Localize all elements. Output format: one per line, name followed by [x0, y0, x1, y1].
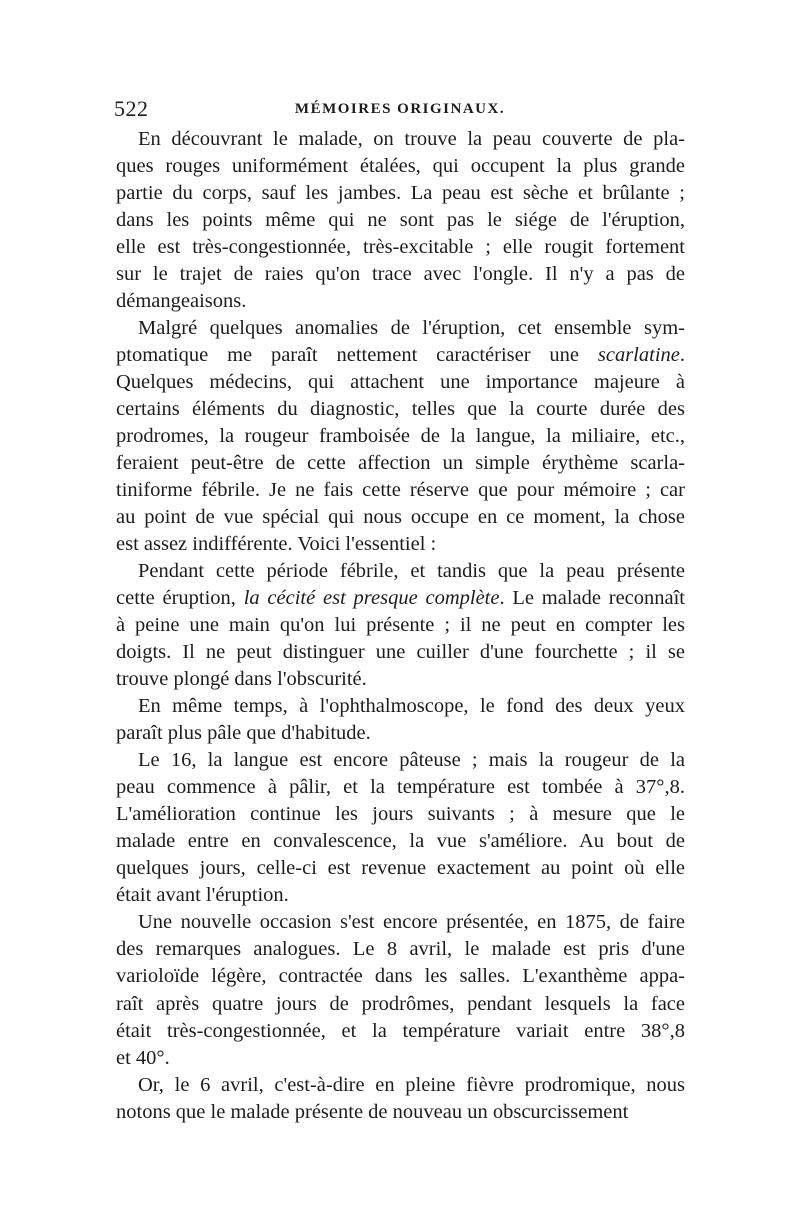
- text-line: [116, 909, 685, 936]
- text-line: [116, 396, 685, 423]
- italic-emphasis: scarlatine: [597, 344, 680, 367]
- text-segment: Or, le 6 avril, c'est-à-dire en pleine fièvre prodromique, nous: [138, 1073, 685, 1096]
- text-line: [116, 342, 685, 369]
- text-line: [116, 882, 685, 909]
- text-line: [116, 828, 685, 855]
- text-line: [116, 477, 685, 504]
- text-segment: Malgré quelques anomalies de l'éruption, cet ensemble sym-: [138, 317, 685, 340]
- text-line: [116, 774, 685, 801]
- page-number: 522: [114, 96, 149, 121]
- text-segment: feraient peut-être de cette affection un simple érythème scarla-: [116, 452, 685, 475]
- text-line: [116, 991, 685, 1018]
- text-line: [116, 261, 685, 288]
- text-segment: En même temps, à l'ophthalmoscope, le fond des deux yeux: [138, 695, 685, 718]
- text-line: [116, 720, 685, 747]
- text-segment: elle est très-congestionnée, très-excitable ; elle rougit fortement: [116, 236, 685, 259]
- text-line: [116, 1099, 685, 1126]
- body-text: [116, 126, 685, 1126]
- text-segment: Une nouvelle occasion s'est encore présentée, en 1875, de faire: [138, 911, 685, 934]
- text-segment: au point de vue spécial qui nous occupe en ce moment, la chose: [116, 506, 685, 529]
- text-line: [116, 369, 685, 396]
- text-segment: Pendant cette période fébrile, et tandis que la peau présente: [138, 560, 685, 583]
- text-line: [116, 747, 685, 774]
- text-line: [116, 153, 685, 180]
- text-line: [116, 531, 685, 558]
- text-segment: raît après quatre jours de prodrômes, pendant lesquels la face: [116, 992, 685, 1015]
- text-segment: était avant l'éruption.: [116, 884, 289, 907]
- text-segment: paraît plus pâle que d'habitude.: [116, 722, 371, 745]
- text-line: [116, 963, 685, 990]
- text-segment: . Le malade reconnaît: [499, 587, 685, 610]
- text-segment: dans les points même qui ne sont pas le siége de l'éruption,: [116, 209, 685, 232]
- running-head: [114, 96, 686, 124]
- text-segment: cette éruption,: [116, 587, 244, 610]
- text-line: [116, 801, 685, 828]
- text-line: [116, 585, 685, 612]
- text-segment: notons que le malade présente de nouveau un obscurcissement: [116, 1100, 629, 1123]
- text-segment: Le 16, la langue est encore pâteuse ; mais la rougeur de la: [138, 749, 685, 772]
- text-segment: malade entre en convalescence, la vue s'améliore. Au bout de: [116, 830, 685, 853]
- text-segment: prodromes, la rougeur framboisée de la langue, la miliaire, etc.,: [116, 425, 685, 448]
- text-line: [116, 693, 685, 720]
- text-segment: En découvrant le malade, on trouve la peau couverte de pla-: [138, 128, 685, 150]
- text-segment: certains éléments du diagnostic, telles que la courte durée des: [116, 398, 685, 421]
- text-line: [116, 558, 685, 585]
- text-line: [116, 1072, 685, 1099]
- text-line: [116, 666, 685, 693]
- text-segment: à peine une main qu'on lui présente ; il ne peut en compter les: [116, 614, 685, 637]
- text-line: [116, 288, 685, 315]
- text-line: [116, 1045, 685, 1072]
- text-line: [116, 126, 685, 153]
- text-segment: partie du corps, sauf les jambes. La peau est sèche et brûlante ;: [116, 182, 685, 205]
- text-line: [116, 855, 685, 882]
- text-segment: doigts. Il ne peut distinguer une cuiller d'une fourchette ; il se: [116, 641, 685, 664]
- text-segment: démangeaisons.: [116, 290, 247, 313]
- text-segment: varioloïde légère, contractée dans les salles. L'exanthème appa-: [116, 965, 685, 988]
- text-line: [116, 450, 685, 477]
- text-segment: .: [679, 344, 685, 367]
- running-title: MÉMOIRES ORIGINAUX.: [294, 101, 506, 117]
- text-line: [116, 315, 685, 342]
- text-segment: peau commence à pâlir, et la température est tombée à 37°,8.: [116, 776, 685, 799]
- text-segment: L'amélioration continue les jours suivants ; à mesure que le: [116, 803, 685, 826]
- text-line: [116, 639, 685, 666]
- text-line: [116, 207, 685, 234]
- text-line: [116, 1018, 685, 1045]
- text-segment: ques rouges uniformément étalées, qui occupent la plus grande: [116, 155, 685, 178]
- text-segment: trouve plongé dans l'obscurité.: [116, 668, 367, 691]
- italic-emphasis: la cécité est presque complète: [243, 587, 500, 610]
- text-line: [116, 234, 685, 261]
- text-line: [116, 423, 685, 450]
- text-segment: ptomatique me paraît nettement caractériser une: [116, 344, 598, 367]
- text-segment: quelques jours, celle-ci est revenue exactement au point où elle: [116, 857, 685, 880]
- text-segment: sur le trajet de raies qu'on trace avec l'ongle. Il n'y a pas de: [116, 263, 685, 286]
- text-segment: et 40°.: [116, 1046, 170, 1069]
- text-segment: Quelques médecins, qui attachent une importance majeure à: [116, 371, 685, 394]
- text-segment: était très-congestionnée, et la température variait entre 38°,8: [116, 1019, 685, 1042]
- text-line: [116, 936, 685, 963]
- text-line: [116, 180, 685, 207]
- text-line: [116, 504, 685, 531]
- text-segment: tiniforme fébrile. Je ne fais cette réserve que pour mémoire ; car: [116, 479, 685, 502]
- text-segment: des remarques analogues. Le 8 avril, le malade est pris d'une: [116, 938, 685, 961]
- text-segment: est assez indifférente. Voici l'essentiel :: [116, 533, 437, 556]
- text-line: [116, 612, 685, 639]
